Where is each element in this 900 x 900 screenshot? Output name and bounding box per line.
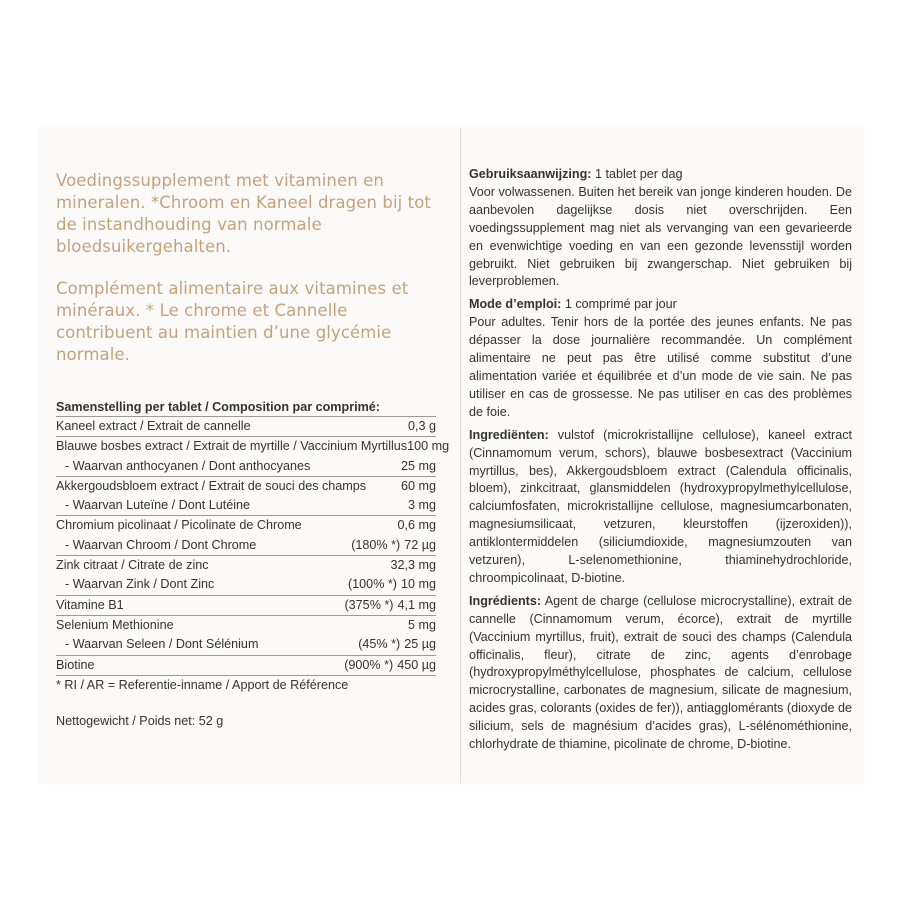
- reference-footnote: * RI / AR = Referentie-inname / Apport de Référence: [56, 677, 349, 692]
- usage-french-dose: 1 comprimé par jour: [564, 297, 677, 312]
- row-ratio: (375% *): [344, 597, 394, 612]
- row-value: 5 mg: [408, 617, 436, 632]
- column-divider: [460, 128, 461, 783]
- row-amount: [358, 635, 436, 654]
- row-amount: [351, 536, 436, 555]
- row-value: 3 mg: [408, 498, 436, 513]
- row-amount: [344, 596, 436, 615]
- row-name: Akkergoudsbloem extract / Extrait de souci des champs: [56, 478, 367, 493]
- row-name: Zink citraat / Citrate de zinc: [56, 558, 209, 573]
- table-row: [56, 555, 436, 575]
- table-row: [56, 457, 436, 476]
- usage-dutch-dose: 1 tablet per dag: [594, 167, 683, 181]
- table-row: [56, 436, 450, 456]
- ingredients-french-label: Ingrédients:: [469, 593, 542, 608]
- usage-french-text: Pour adultes. Tenir hors de la portée des jeunes enfants. Ne pas dépasser la dose journalière recommandée. Un complément alimentaire ne peut pas être utilisé comme substitut d’une alimentation variée et équilibrée et d’un mode de vie sain. Ne pas utiliser en cas de grossesse. Ne pas utiliser en cas des problèmes de foie.: [469, 315, 852, 419]
- ingredients-dutch-label: Ingrediënten:: [469, 427, 549, 442]
- intro-dutch: Voedingssupplement met vitaminen en mineralen. *Chroom en Kaneel dragen bij tot de instandhouding van normale bloedsuikergehalten.: [56, 171, 432, 256]
- row-name: - Waarvan Chroom / Dont Chrome: [65, 537, 257, 552]
- row-ratio: (100% *): [347, 577, 397, 592]
- row-ratio: (900% *): [344, 657, 394, 672]
- row-value: 100 mg: [407, 439, 450, 454]
- table-row: [56, 536, 436, 555]
- row-name: - Waarvan Luteïne / Dont Lutéine: [65, 498, 251, 513]
- ingredients-french: [469, 593, 852, 754]
- instructions-column: [469, 166, 852, 754]
- row-name: - Waarvan anthocyanen / Dont anthocyanes: [65, 458, 311, 473]
- row-name: Selenium Methionine: [56, 617, 174, 632]
- row-value: 0,3 g: [407, 419, 436, 433]
- row-amount: [344, 656, 436, 675]
- row-value: 10 mg: [400, 577, 436, 592]
- row-amount: [348, 575, 436, 594]
- ingredients-dutch: [469, 427, 852, 588]
- row-name: Vitamine B1: [56, 597, 124, 612]
- row-name: - Waarvan Zink / Dont Zinc: [65, 577, 215, 592]
- row-value: 60 mg: [400, 478, 436, 493]
- ingredients-french-text: Agent de charge (cellulose microcrystalline), extrait de cannelle (Cinnamomum verum, écorce), extrait de myrtille (Vaccinium myrtillus, fruit), extrait de souci des champs (Calendula officinalis, fleur), citrate de zinc, agents d’enrobage (hydroxypropylméthylcellulose, phosphates de calcium, cellulose microcrystalline, carbonates de magnesium, silicate de magnesium, acides gras, colorants (oxides de fer)), antiagglomérants (dioxyde de silicium, sels de magnésium d’acides gras), L-sélénométhionine, chlorhydrate de thiamine, picolinate de chrome, D-biotine.: [469, 593, 852, 752]
- row-name: Biotine: [56, 657, 95, 672]
- table-row: [56, 575, 436, 594]
- table-row: [56, 595, 436, 615]
- row-value: 4,1 mg: [397, 597, 436, 612]
- table-row: [56, 496, 436, 515]
- row-name: - Waarvan Seleen / Dont Sélénium: [65, 637, 259, 652]
- composition-table: [56, 398, 450, 694]
- row-value: 25 µg: [404, 637, 436, 652]
- usage-french: [469, 296, 852, 314]
- row-ratio: (45% *): [358, 637, 401, 652]
- row-name: Kaneel extract / Extrait de cannelle: [56, 419, 251, 433]
- usage-dutch-text: Voor volwassenen. Buiten het bereik van jonge kinderen houden. De aanbevolen dagelijkse dosis niet overschrijden. Een voedingssupplement mag niet als vervanging van een gevarieerde en evenwichtige voeding en van een gezonde levensstijl worden gebruikt. Niet gebruiken bij zwangerschap. Niet gebruiken bij leverproblemen.: [469, 184, 852, 289]
- table-row: [56, 416, 436, 436]
- row-ratio: (180% *): [351, 537, 401, 552]
- row-value: 0,6 mg: [397, 518, 436, 533]
- usage-french-label: Mode d’emploi:: [469, 297, 562, 312]
- table-row: [56, 655, 436, 675]
- net-weight: Nettogewicht / Poids net: 52 g: [56, 714, 224, 728]
- usage-dutch: [469, 166, 852, 184]
- table-row: [56, 515, 436, 535]
- ingredients-dutch-text: vulstof (microkristallijne cellulose), kaneel extract (Cinnamomum verum, schors), blauwe bosbesextract (Vaccinium myrtillus, bes), Akkergoudsbloem extract (Calendula officinalis, bloem), zinkcitraat, glansmiddelen (hydroxypropylmethylcellulose, calciumfosfaten, microkristallijne cellulose, magnesiumcarbonaten, magnesiumsilicaat, vetzuren, kleurstoffen (ijzeroxiden)), antiklontermiddelen (siliciumdioxide, magnesiumzouten van vetzuren), L-selenomethionine, thiaminehydrochloride, chroompicolinaat, D-biotine.: [469, 427, 853, 585]
- usage-dutch-label: Gebruiksaanwijzing:: [469, 167, 592, 181]
- row-value: 72 µg: [404, 537, 436, 552]
- composition-title: Samenstelling per tablet / Composition par comprimé:: [56, 400, 380, 414]
- row-value: 32,3 mg: [390, 558, 436, 573]
- table-row: [56, 476, 436, 496]
- row-name: Chromium picolinaat / Picolinate de Chrome: [56, 518, 302, 533]
- intro-french: Complément alimentaire aux vitamines et minéraux. * Le chrome et Cannelle contribuent au maintien d’une glycémie normale.: [56, 279, 409, 364]
- table-row: [56, 615, 436, 635]
- row-name: Blauwe bosbes extract / Extrait de myrtille / Vaccinium Myrtillus: [56, 439, 408, 454]
- row-value: 25 mg: [400, 458, 436, 473]
- table-row: [56, 635, 436, 654]
- row-value: 450 µg: [397, 657, 436, 672]
